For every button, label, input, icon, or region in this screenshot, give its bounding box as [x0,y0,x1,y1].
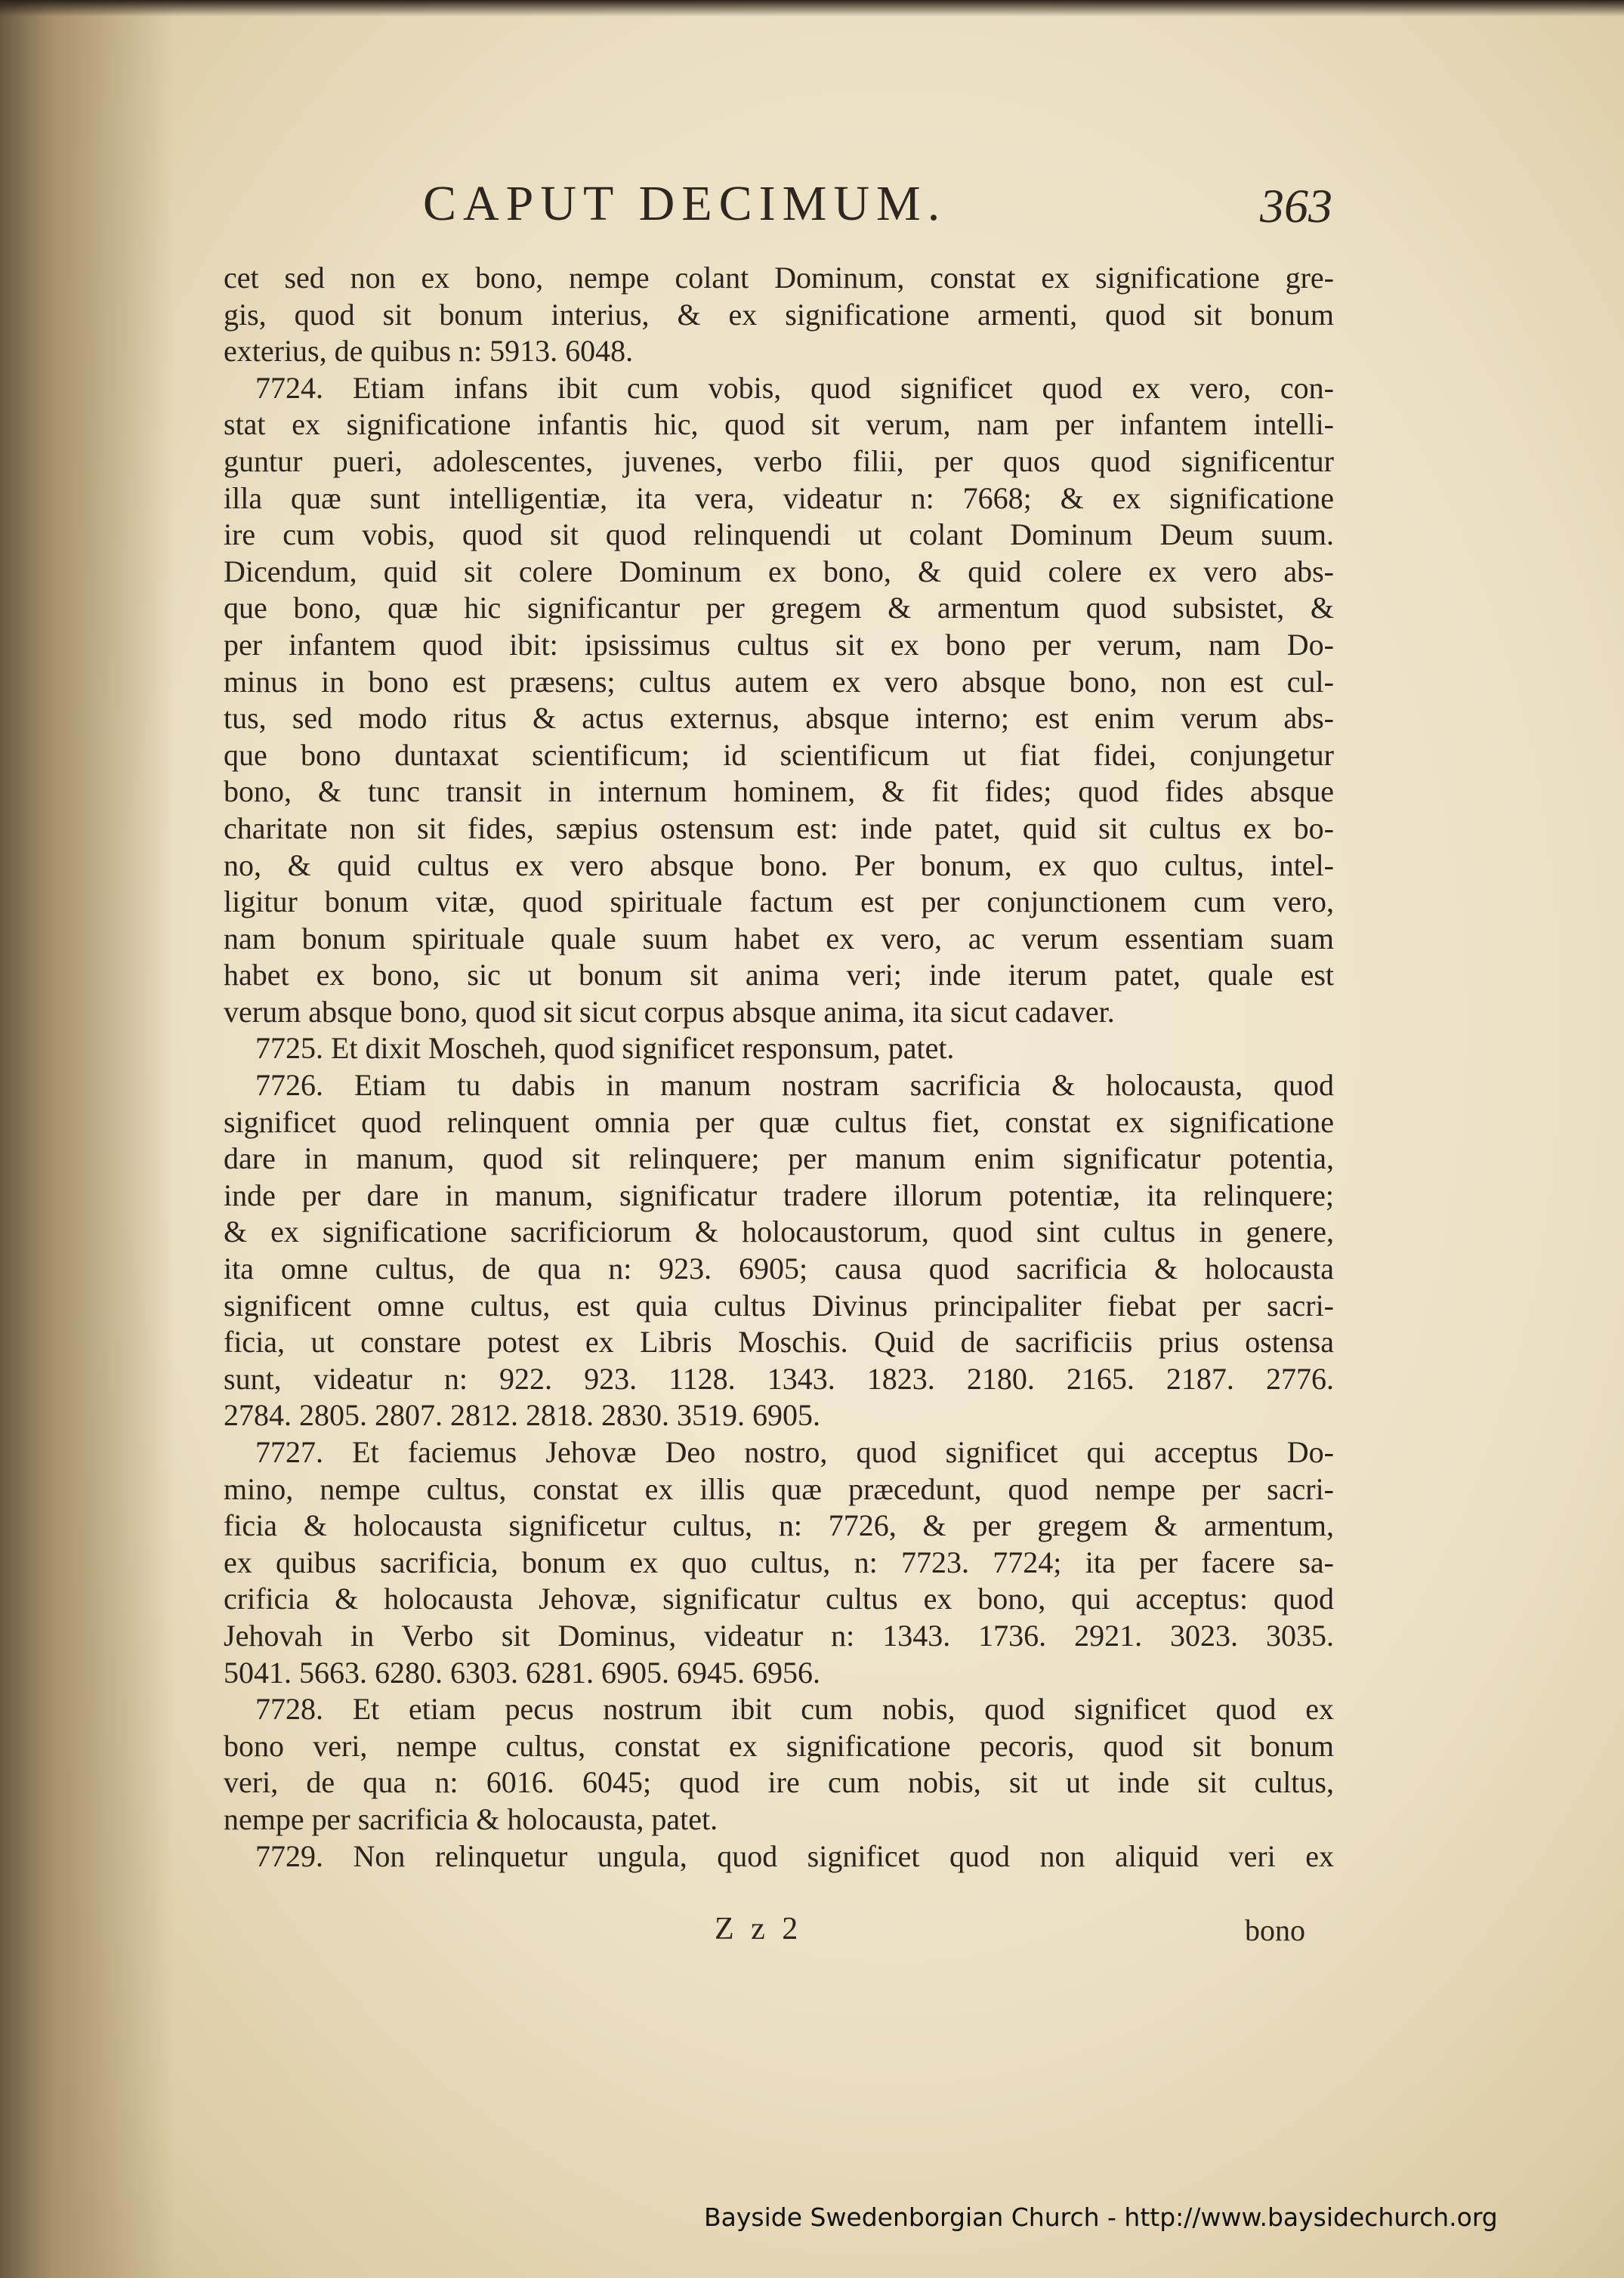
text-line: veri, de qua n: 6016. 6045; quod ire cum nobis, sit ut inde sit cultus, [224,1765,1334,1800]
text-line: ita omne cultus, de qua n: 923. 6905; causa quod sacrificia & holocausta [224,1252,1334,1286]
text-line: ex quibus sacrificia, bonum ex quo cultus, n: 7723. 7724; ita per facere sa- [224,1545,1334,1579]
text-line: nempe per sacrificia & holocausta, patet. [224,1801,718,1836]
running-head: CAPUT DECIMUM. [423,176,947,231]
text-line: significent omne cultus, est quia cultus Divinus principaliter fiebat per sacri- [224,1288,1334,1323]
text-line: stat ex significatione infantis hic, quod sit verum, nam per infantem intelli- [224,407,1334,442]
text-line: per infantem quod ibit: ipsissimus cultus sit ex bono per verum, nam Do- [224,627,1334,662]
text-line: illa quæ sunt intelligentiæ, ita vera, videatur n: 7668; & ex significatione [224,480,1334,515]
text-line: verum absque bono, quod sit sicut corpus absque anima, ita sicut cadaver. [224,994,1115,1029]
text-line: ligitur bonum vitæ, quod spirituale factum est per conjunctionem cum vero, [224,884,1334,919]
text-line: 5041. 5663. 6280. 6303. 6281. 6905. 6945. 6956. [224,1655,820,1690]
text-line: minus in bono est præsens; cultus autem ex vero absque bono, non est cul- [224,664,1334,699]
text-line: Jehovah in Verbo sit Dominus, videatur n: 1343. 1736. 2921. 3023. 3035. [224,1618,1334,1653]
text-line: que bono duntaxat scientificum; id scientificum ut fiat fidei, conjungetur [224,737,1334,772]
text-line: gis, quod sit bonum interius, & ex significatione armenti, quod sit bonum [224,297,1334,332]
text-line: & ex significatione sacrificiorum & holocaustorum, quod sint cultus in genere, [224,1215,1334,1249]
text-line: Dicendum, quid sit colere Dominum ex bono, & quid colere ex vero abs- [224,554,1334,588]
text-line: crificia & holocausta Jehovæ, significatur cultus ex bono, qui acceptus: quod [224,1582,1334,1616]
catchword: bono [1245,1913,1305,1947]
text-line: ficia & holocausta significetur cultus, n: 7726, & per gregem & armentum, [224,1508,1334,1543]
paragraph-7726-start: 7726. Etiam tu dabis in manum nostram sacrificia & holocausta, quod [255,1068,1334,1103]
body-text [224,260,1334,1875]
text-line: dare in manum, quod sit relinquere; per manum enim significatur potentia, [224,1141,1334,1176]
paragraph-7725: 7725. Et dixit Moscheh, quod significet responsum, patet. [255,1031,955,1066]
text-line: significet quod relinquent omnia per quæ cultus fiet, constat ex significatione [224,1104,1334,1139]
text-line: no, & quid cultus ex vero absque bono. Per bonum, ex quo cultus, intel- [224,847,1334,882]
text-line: 2784. 2805. 2807. 2812. 2818. 2830. 3519. 6905. [224,1398,820,1433]
page-number: 363 [1260,179,1332,233]
text-line: sunt, videatur n: 922. 923. 1128. 1343. 1823. 2180. 2165. 2187. 2776. [224,1361,1334,1396]
signature-mark: Z z 2 [715,1912,803,1946]
text-line: cet sed non ex bono, nempe colant Dominum, constat ex significatione gre- [224,261,1334,295]
watermark-credit: Bayside Swedenborgian Church - http://www.baysidechurch.org [704,2202,1498,2232]
text-line: bono veri, nempe cultus, constat ex significatione pecoris, quod sit bonum [224,1728,1334,1763]
text-line: inde per dare in manum, significatur tradere illorum potentiæ, ita relinquere; [224,1178,1334,1212]
paragraph-7724-start: 7724. Etiam infans ibit cum vobis, quod significet quod ex vero, con- [255,370,1334,405]
text-line: exterius, de quibus n: 5913. 6048. [224,334,634,369]
text-line: mino, nempe cultus, constat ex illis quæ præcedunt, quod nempe per sacri- [224,1471,1334,1506]
paragraph-7728-start: 7728. Et etiam pecus nostrum ibit cum nobis, quod significet quod ex [255,1692,1334,1727]
text-line: bono, & tunc transit in internum hominem, & fit fides; quod fides absque [224,774,1334,809]
text-line: tus, sed modo ritus & actus externus, absque interno; est enim verum abs- [224,701,1334,736]
text-line: guntur pueri, adolescentes, juvenes, verbo filii, per quos quod significentur [224,443,1334,478]
text-line: charitate non sit fides, sæpius ostensum est: inde patet, quid sit cultus ex bo- [224,810,1334,845]
text-line: ficia, ut constare potest ex Libris Moschis. Quid de sacrificiis prius ostensa [224,1325,1334,1360]
paragraph-7729-start: 7729. Non relinquetur ungula, quod significet quod non aliquid veri ex [255,1838,1334,1873]
text-line: nam bonum spirituale quale suum habet ex vero, ac verum essentiam suam [224,921,1334,955]
text-line: habet ex bono, sic ut bonum sit anima veri; inde iterum patet, quale est [224,958,1334,992]
paragraph-7727-start: 7727. Et faciemus Jehovæ Deo nostro, quod significet qui acceptus Do- [255,1435,1334,1469]
text-line: ire cum vobis, quod sit quod relinquendi ut colant Dominum Deum suum. [224,517,1334,552]
text-line: que bono, quæ hic significantur per gregem & armentum quod subsistet, & [224,591,1334,625]
